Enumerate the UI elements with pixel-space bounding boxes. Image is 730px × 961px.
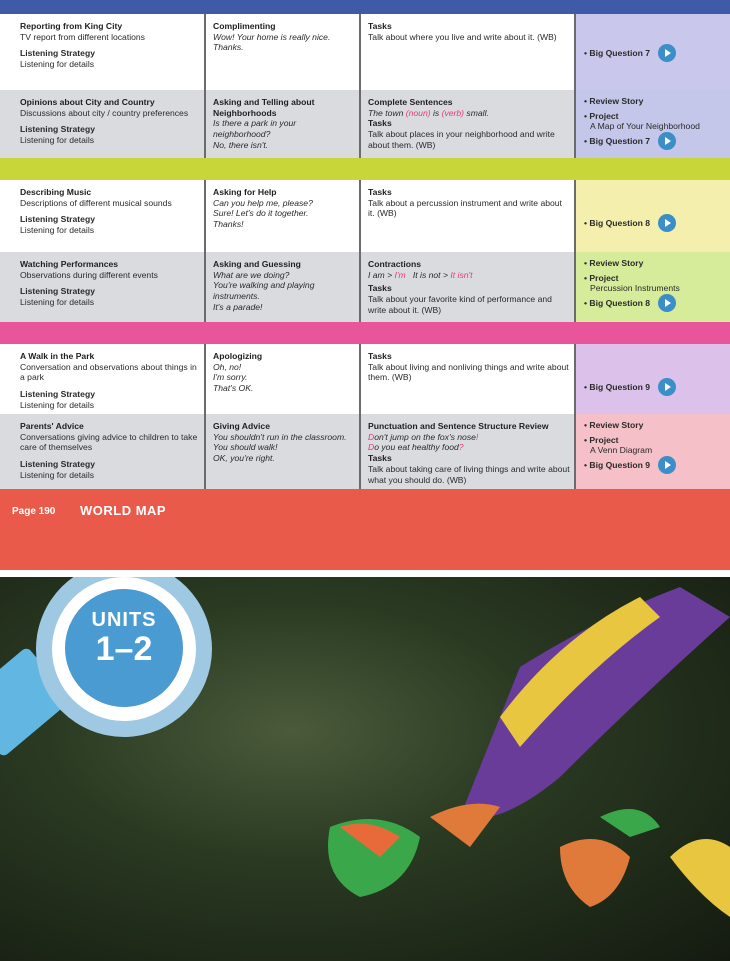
big-question-link[interactable]: • Big Question 8 (584, 294, 726, 312)
listening-cell: Describing Music Descriptions of different musical sounds Listening Strategy Listening for details (0, 180, 206, 252)
unit-divider (0, 158, 730, 180)
review-cell (576, 344, 730, 414)
play-icon[interactable] (658, 294, 676, 312)
speaking-cell: Asking for Help Can you help me, please? Sure! Let's do it together. Thanks! (206, 180, 361, 252)
review-cell: • Review Story • Project A Map of Your Neighborhood • Big Question 7 (576, 90, 730, 158)
writing-cell: Tasks Talk about a percussion instrument and write about it. (WB) (361, 180, 576, 252)
unit-opener-photo (0, 577, 730, 961)
page-number: Page 190 (12, 506, 56, 517)
table-row (0, 344, 730, 414)
writing-cell: Tasks Talk about living and nonliving things and write about them. (WB) (361, 344, 576, 414)
listening-cell: A Walk in the Park Conversation and observations about things in a park Listening Strategy Listening for details (0, 344, 206, 414)
speaking-cell: Complimenting Wow! Your home is really nice. Thanks. (206, 14, 361, 90)
speaking-cell: Giving Advice You shouldn't run in the classroom. You should walk! OK, you're right. (206, 414, 361, 489)
big-question-link[interactable]: • Big Question 7 (584, 44, 726, 62)
play-icon[interactable] (658, 378, 676, 396)
top-bar (0, 0, 730, 14)
table-row (0, 414, 730, 489)
big-question-link[interactable]: • Big Question 9 (584, 456, 726, 474)
writing-cell: Contractions I am > I'm It is not > It isn't Tasks Talk about your favorite kind of performance and write about it. (WB) (361, 252, 576, 322)
table-row (0, 252, 730, 322)
listening-cell: Opinions about City and Country Discussions about city / country preferences Listening Strategy Listening for details (0, 90, 206, 158)
review-cell: • Review Story • Project A Venn Diagram • Big Question 9 (576, 414, 730, 489)
listening-cell: Parents' Advice Conversations giving advice to children to take care of themselves Listening Strategy Listening for details (0, 414, 206, 489)
table-row (0, 180, 730, 252)
listening-cell: Watching Performances Observations during different events Listening Strategy Listening for details (0, 252, 206, 322)
big-question-link[interactable]: • Big Question 9 (584, 378, 726, 396)
review-cell (576, 14, 730, 90)
play-icon[interactable] (658, 132, 676, 150)
writing-cell: Tasks Talk about where you live and write about it. (WB) (361, 14, 576, 90)
listening-cell: Reporting from King City TV report from different locations Listening Strategy Listening for details (0, 14, 206, 90)
section-title[interactable]: WORLD MAP (80, 503, 167, 518)
review-cell: • Review Story • Project Percussion Instruments • Big Question 8 (576, 252, 730, 322)
speaking-cell: Asking and Guessing What are we doing? You're walking and playing instruments. It's a parade! (206, 252, 361, 322)
play-icon[interactable] (658, 44, 676, 62)
units-badge: UNITS 1–2 (65, 589, 183, 707)
writing-cell: Complete Sentences The town (noun) is (verb) small. Tasks Talk about places in your neighborhood and write about them. (WB) (361, 90, 576, 158)
review-cell (576, 180, 730, 252)
table-row (0, 90, 730, 158)
big-question-link[interactable]: • Big Question 7 (584, 132, 726, 150)
world-map-band (0, 489, 730, 570)
table-row (0, 14, 730, 90)
speaking-cell: Apologizing Oh, no! I'm sorry. That's OK. (206, 344, 361, 414)
play-icon[interactable] (658, 456, 676, 474)
play-icon[interactable] (658, 214, 676, 232)
unit-divider (0, 322, 730, 344)
writing-cell: Punctuation and Sentence Structure Review Don't jump on the fox's nose! Do you eat healthy food? Tasks Talk about taking care of living things and write about what you should do. (WB) (361, 414, 576, 489)
speaking-cell: Asking and Telling about Neighborhoods Is there a park in your neighborhood? No, there isn't. (206, 90, 361, 158)
big-question-link[interactable]: • Big Question 8 (584, 214, 726, 232)
